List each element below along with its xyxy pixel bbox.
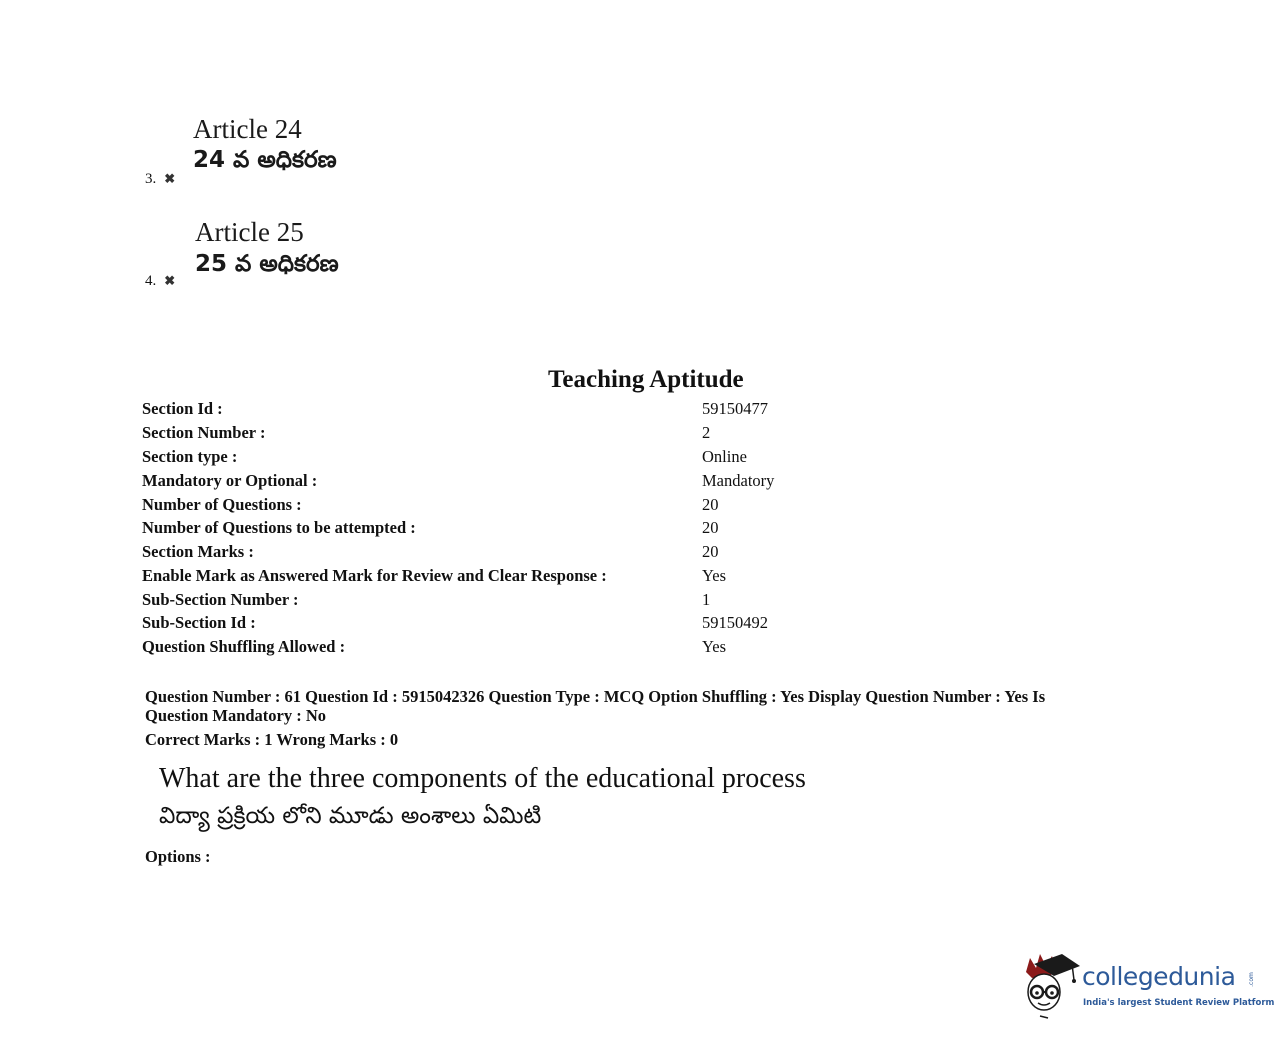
info-value: 20 bbox=[702, 518, 719, 537]
info-value: 59150492 bbox=[702, 613, 768, 632]
option-4-marker bbox=[145, 272, 175, 290]
question-text-telugu: విద్యా ప్రక్రియ లోని మూడు అంశాలు ఏమిటి bbox=[159, 803, 542, 829]
info-row-mandatory bbox=[142, 469, 842, 493]
info-row-sub-section-id bbox=[142, 611, 842, 635]
collegedunia-logo bbox=[1020, 950, 1275, 1025]
option-4-number: 4. bbox=[145, 273, 157, 289]
option-4-english: Article 25 bbox=[195, 217, 304, 247]
cross-icon: ✖ bbox=[164, 171, 176, 186]
logo-tagline: India's largest Student Review Platform bbox=[1083, 998, 1275, 1008]
info-value: 20 bbox=[702, 542, 719, 561]
info-label: Question Shuffling Allowed : bbox=[142, 637, 346, 656]
info-row-enable-mark bbox=[142, 564, 842, 588]
info-row-section-type bbox=[142, 445, 842, 469]
info-row-questions-attempted bbox=[142, 516, 842, 540]
info-label: Number of Questions : bbox=[142, 495, 302, 514]
info-label: Sub-Section Number : bbox=[142, 590, 299, 609]
info-value: 1 bbox=[702, 590, 711, 609]
option-4-telugu: 25 వ అధికరణ bbox=[195, 251, 339, 277]
info-label: Sub-Section Id : bbox=[142, 613, 256, 632]
question-text-english: What are the three components of the educational process bbox=[159, 763, 806, 794]
logo-domain-suffix: .com bbox=[1247, 972, 1255, 987]
info-label: Section Number : bbox=[142, 423, 266, 442]
info-value: 20 bbox=[702, 495, 719, 514]
info-row-section-id bbox=[142, 397, 842, 421]
info-row-section-number bbox=[142, 421, 842, 445]
info-value: Yes bbox=[702, 637, 727, 656]
info-value: 59150477 bbox=[702, 399, 768, 418]
info-label: Section type : bbox=[142, 447, 238, 466]
info-row-section-marks bbox=[142, 540, 842, 564]
option-3-english: Article 24 bbox=[193, 114, 302, 144]
info-value: Online bbox=[702, 447, 747, 466]
info-label: Section Id : bbox=[142, 399, 223, 418]
logo-wordmark: collegedunia bbox=[1082, 962, 1236, 991]
info-row-shuffling bbox=[142, 635, 842, 659]
question-meta-line-1: Question Number : 61 Question Id : 5915042326 Question Type : MCQ Option Shuffling : Yes Display Question Number : Yes Is bbox=[145, 687, 1046, 706]
cross-icon: ✖ bbox=[164, 273, 176, 288]
mascot-icon bbox=[1020, 950, 1082, 1022]
options-label: Options : bbox=[145, 847, 211, 866]
info-value: 2 bbox=[702, 423, 711, 442]
info-value: Yes bbox=[702, 566, 727, 585]
section-title: Teaching Aptitude bbox=[548, 366, 744, 393]
info-row-sub-section-number bbox=[142, 588, 842, 612]
option-3-telugu: 24 వ అధికరణ bbox=[193, 147, 337, 173]
info-label: Section Marks : bbox=[142, 542, 254, 561]
info-label: Enable Mark as Answered Mark for Review and Clear Response : bbox=[142, 566, 607, 585]
info-label: Number of Questions to be attempted : bbox=[142, 518, 416, 537]
info-label: Mandatory or Optional : bbox=[142, 471, 318, 490]
info-row-number-of-questions bbox=[142, 493, 842, 517]
question-marks: Correct Marks : 1 Wrong Marks : 0 bbox=[145, 730, 399, 749]
option-3-number: 3. bbox=[145, 171, 157, 187]
option-3-marker bbox=[145, 170, 175, 188]
question-meta-line-2: Question Mandatory : No bbox=[145, 706, 327, 725]
info-value: Mandatory bbox=[702, 471, 775, 490]
